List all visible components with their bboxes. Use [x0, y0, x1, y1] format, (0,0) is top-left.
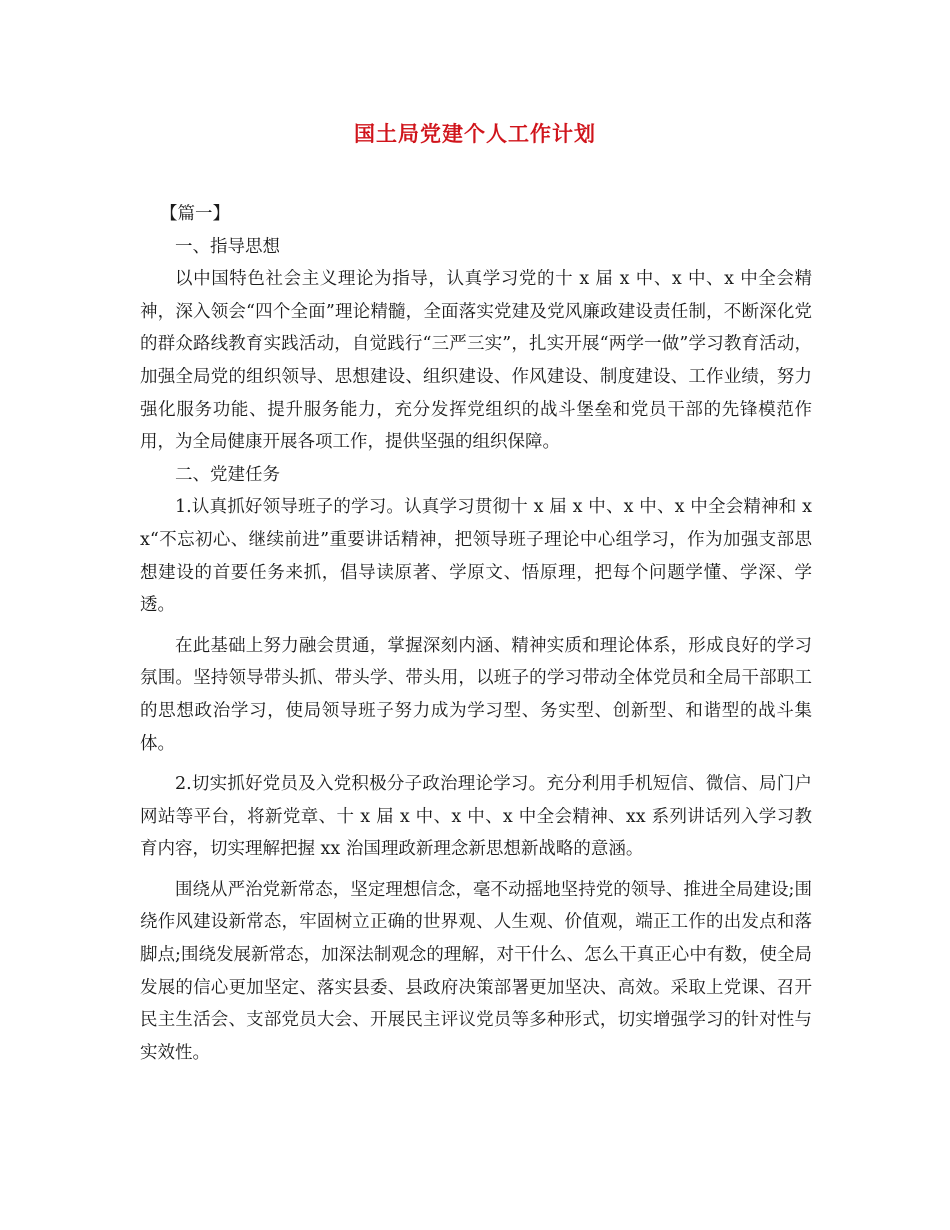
section-label: 【篇一】 — [160, 204, 230, 224]
paragraph-task-2-continued: 围绕从严治党新常态，坚定理想信念，毫不动摇地坚持党的领导、推进全局建设;围绕作风建设新常态，牢固树立正确的世界观、人生观、价值观，端正工作的出发点和落脚点;围绕发展新常态，加深法制观念的理解，对干什么、怎么干真正心中有数，使全局发展的信心更加坚定、落实县委、县政府决策部署更加坚决、高效。采取上党课、召开民主生活会、支部党员大会、开展民主评议党员等多种形式，切实增强学习的针对性与实效性。 — [140, 879, 812, 1063]
heading-party-tasks: 二、党建任务 — [175, 464, 280, 485]
heading-guiding-ideology: 一、指导思想 — [175, 236, 280, 257]
paragraph-task-2: 2.切实抓好党员及入党积极分子政治理论学习。充分利用手机短信、微信、局门户网站等平台，将新党章、十 x 届 x 中、x 中、x 中全会精神、xx 系列讲话列入学习教育内容，切实理解把握 xx 治国理政新理念新思想新战略的意涵。 — [140, 774, 812, 860]
document-body — [140, 198, 812, 1069]
document-title: 国土局党建个人工作计划 — [354, 121, 596, 146]
paragraph-task-1-continued: 在此基础上努力融会贯通，掌握深刻内涵、精神实质和理论体系，形成良好的学习氛围。坚持领导带头抓、带头学、带头用，以班子的学习带动全体党员和全局干部职工的思想政治学习，使局领导班子努力成为学习型、务实型、创新型、和谐型的战斗集体。 — [140, 635, 812, 754]
paragraph-guiding-ideology: 以中国特色社会主义理论为指导，认真学习党的十 x 届 x 中、x 中、x 中全会精神，深入领会“四个全面”理论精髓，全面落实党建及党风廉政建设责任制，不断深化党的群众路线教育实践活动，自觉践行“三严三实”，扎实开展“两学一做”学习教育活动，加强全局党的组织领导、思想建设、组织建设、作风建设、制度建设、工作业绩，努力强化服务功能、提升服务能力，充分发挥党组织的战斗堡垒和党员干部的先锋模范作用，为全局健康开展各项工作，提供坚强的组织保障。 — [140, 269, 812, 453]
paragraph-task-1: 1.认真抓好领导班子的学习。认真学习贯彻十 x 届 x 中、x 中、x 中全会精神和 xx“不忘初心、继续前进”重要讲话精神，把领导班子理论中心组学习，作为加强支部思想建设的首要任务来抓，倡导读原著、学原文、悟原理，把每个问题学懂、学深、学透。 — [140, 497, 812, 616]
